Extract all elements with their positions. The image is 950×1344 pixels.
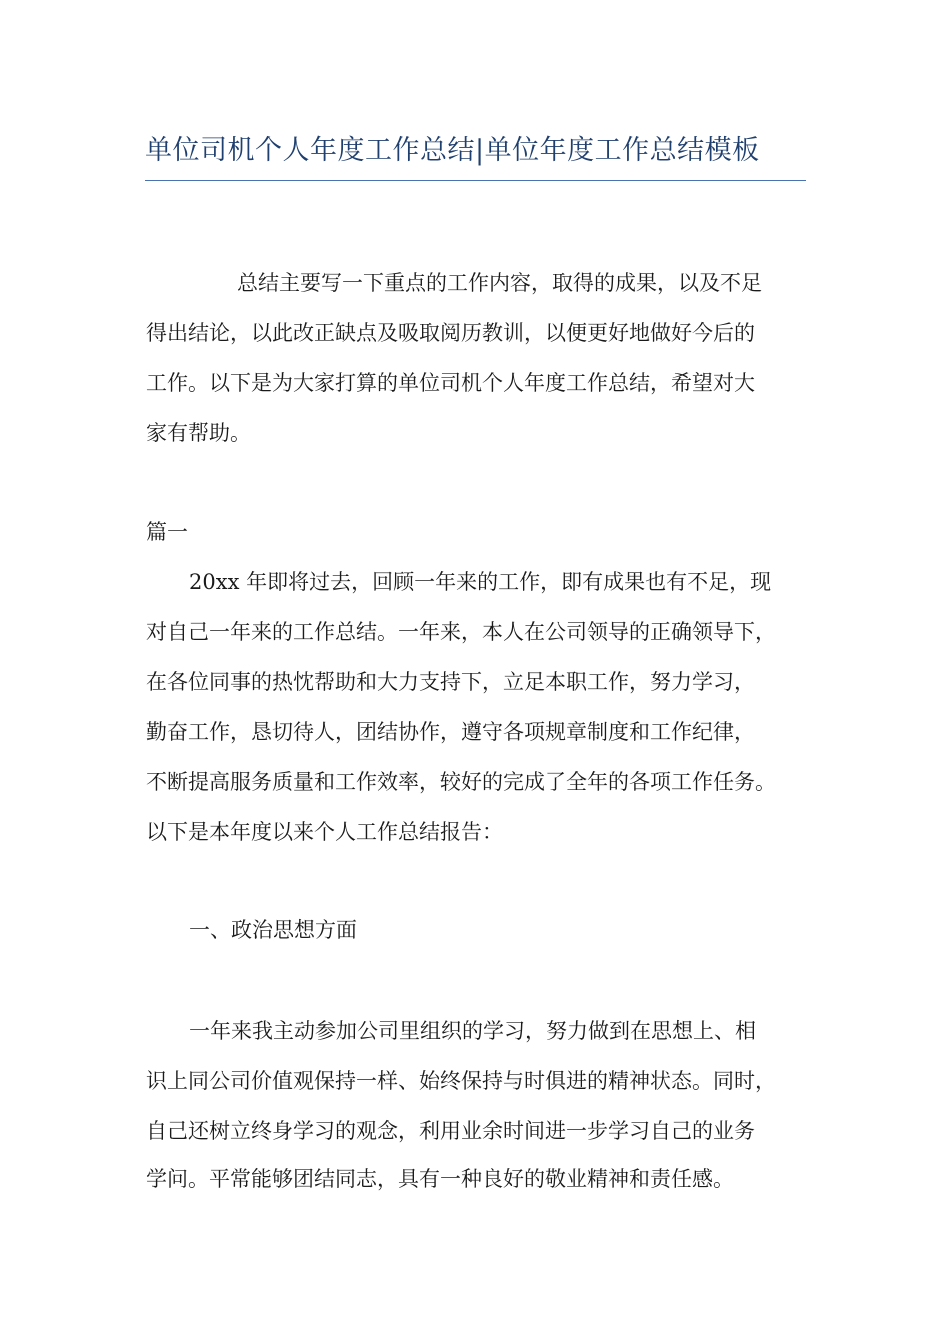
paragraph-line-3: 自己还树立终身学习的观念，利用业余时间进一步学习自己的业务: [146, 1119, 755, 1143]
document-title: 单位司机个人年度工作总结|单位年度工作总结模板: [145, 135, 760, 166]
body-line-6: 以下是本年度以来个人工作总结报告：: [146, 820, 503, 844]
body-line-4: 勤奋工作，恳切待人，团结协作，遵守各项规章制度和工作纪律，: [146, 720, 755, 744]
section-heading: 一、政治思想方面: [189, 918, 357, 942]
paragraph-line-2: 识上同公司价值观保持一样、始终保持与时俱进的精神状态。同时，: [146, 1069, 776, 1093]
paragraph-line-4: 学问。平常能够团结同志，具有一种良好的敬业精神和责任感。: [146, 1167, 734, 1191]
intro-line-3: 工作。以下是为大家打算的单位司机个人年度工作总结，希望对大: [146, 371, 755, 395]
intro-line-4: 家有帮助。: [146, 421, 251, 445]
section-label: 篇一: [146, 520, 188, 544]
paragraph-line-1: 一年来我主动参加公司里组织的学习，努力做到在思想上、相: [189, 1019, 756, 1043]
intro-line-2: 得出结论，以此改正缺点及吸取阅历教训，以便更好地做好今后的: [146, 321, 755, 345]
body-line-3: 在各位同事的热忱帮助和大力支持下，立足本职工作，努力学习，: [146, 670, 755, 694]
body-line-2: 对自己一年来的工作总结。一年来，本人在公司领导的正确领导下，: [146, 620, 776, 644]
body-line-1: 20xx 年即将过去，回顾一年来的工作，即有成果也有不足，现: [189, 570, 772, 594]
title-underline: [145, 180, 806, 181]
body-line-5: 不断提高服务质量和工作效率，较好的完成了全年的各项工作任务。: [146, 770, 776, 794]
intro-line-1: 总结主要写一下重点的工作内容，取得的成果，以及不足: [237, 271, 762, 295]
